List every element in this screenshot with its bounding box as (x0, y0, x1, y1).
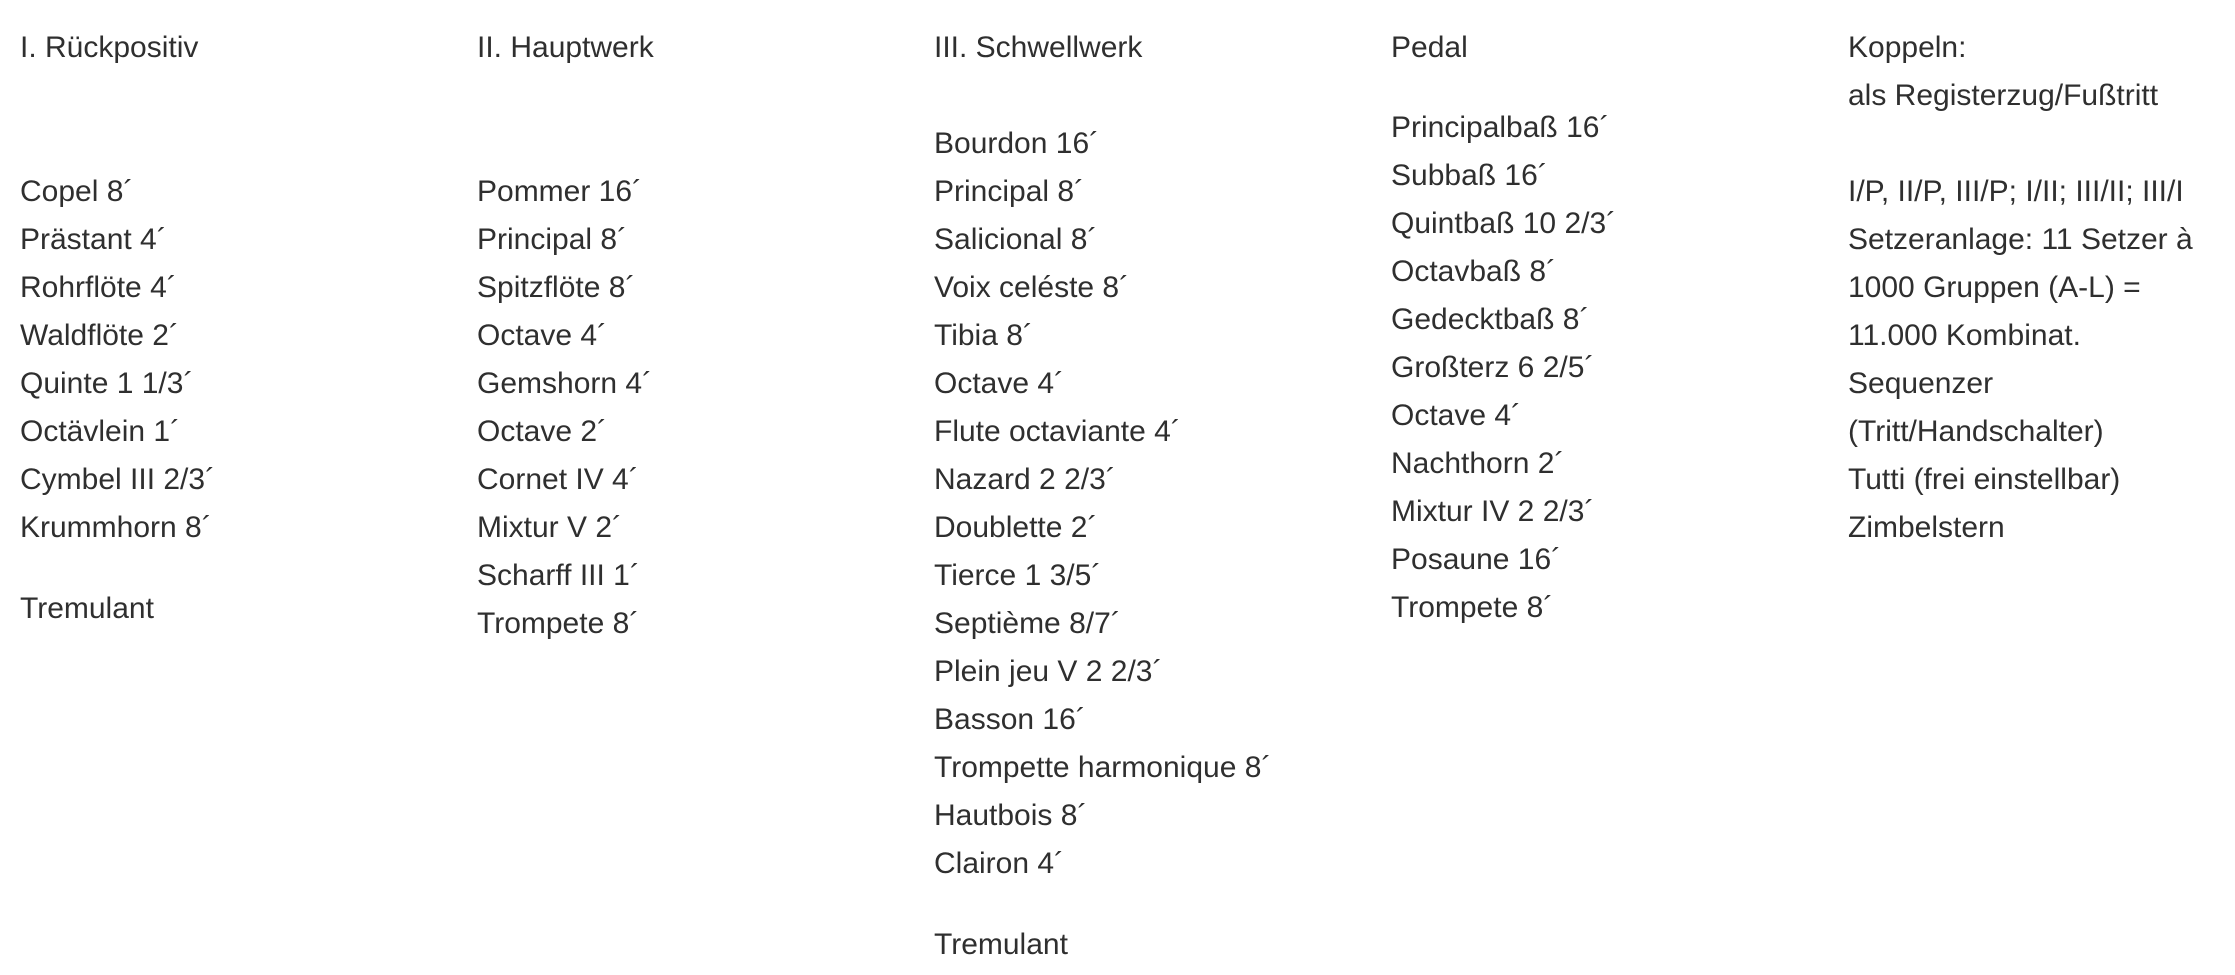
stop-item: Gedecktbaß 8´ (1391, 303, 1590, 336)
stop-item: Nazard 2 2/3´ (934, 463, 1116, 496)
stop-item: Scharff III 1´ (477, 559, 640, 592)
stop-item: Tierce 1 3/5´ (934, 559, 1102, 592)
column-rueckpositiv (20, 24, 215, 633)
stop-item: Clairon 4´ (934, 847, 1065, 880)
stop-item: Pommer 16´ (477, 175, 643, 208)
stop-item: Gemshorn 4´ (477, 367, 653, 400)
stop-item: Octävlein 1´ (20, 415, 181, 448)
stop-item: Prästant 4´ (20, 223, 167, 256)
koppeln-spacer (1848, 120, 2228, 168)
pedal-heading: Pedal (1391, 31, 1468, 64)
stop-item: Cymbel III 2/3´ (20, 463, 216, 496)
rueckpositiv-heading: I. Rückpositiv (20, 31, 199, 64)
rueckpositiv-tremulant: Tremulant (20, 592, 154, 625)
schwellwerk-heading: III. Schwellwerk (934, 31, 1143, 64)
stop-item: Nachthorn 2´ (1391, 447, 1565, 480)
rueckpositiv-stop-list (20, 168, 215, 552)
stop-item: Subbaß 16´ (1391, 159, 1548, 192)
stop-item: Tibia 8´ (934, 319, 1033, 352)
stop-item: Bourdon 16´ (934, 127, 1100, 160)
stop-item: Principalbaß 16´ (1391, 111, 1610, 144)
zimbelstern-info: Zimbelstern (1848, 511, 2005, 544)
stop-item: Mixtur IV 2 2/3´ (1391, 495, 1595, 528)
stop-item: Quinte 1 1/3´ (20, 367, 194, 400)
tutti-info: Tutti (frei einstellbar) (1848, 463, 2121, 496)
stop-item: Doublette 2´ (934, 511, 1098, 544)
stop-item: Salicional 8´ (934, 223, 1098, 256)
stop-item: Mixtur V 2´ (477, 511, 623, 544)
koppeln-subtitle: als Registerzug/Fußtritt (1848, 79, 2159, 112)
stop-item: Trompete 8´ (1391, 591, 1554, 624)
column-schwellwerk (934, 24, 1271, 969)
stop-item: Plein jeu V 2 2/3´ (934, 655, 1163, 688)
stop-item: Trompette harmonique 8´ (934, 751, 1272, 784)
column-hauptwerk (477, 24, 654, 648)
stop-item: Krummhorn 8´ (20, 511, 212, 544)
stop-item: Posaune 16´ (1391, 543, 1562, 576)
stop-item: Großterz 6 2/5´ (1391, 351, 1595, 384)
stop-item: Cornet IV 4´ (477, 463, 639, 496)
stop-item: Copel 8´ (20, 175, 134, 208)
stop-item: Basson 16´ (934, 703, 1086, 736)
schwellwerk-tremulant: Tremulant (934, 928, 1068, 961)
hauptwerk-stop-list (477, 168, 654, 648)
koppeln-heading: Koppeln: (1848, 31, 1967, 64)
sequenzer-info: Sequenzer (Tritt/Handschalter) (1848, 367, 2104, 448)
stop-item: Waldflöte 2´ (20, 319, 179, 352)
stop-item: Septième 8/7´ (934, 607, 1121, 640)
stop-item: Octavbaß 8´ (1391, 255, 1557, 288)
stop-item: Principal 8´ (934, 175, 1085, 208)
hauptwerk-heading: II. Hauptwerk (477, 31, 654, 64)
stop-item: Voix celéste 8´ (934, 271, 1130, 304)
pedal-stop-list (1391, 104, 1616, 632)
stop-item: Rohrflöte 4´ (20, 271, 177, 304)
stop-item: Octave 2´ (477, 415, 608, 448)
schwellwerk-stop-list (934, 120, 1271, 888)
stop-item: Spitzflöte 8´ (477, 271, 636, 304)
stop-item: Principal 8´ (477, 223, 628, 256)
column-pedal (1391, 24, 1616, 632)
column-koppeln (1848, 24, 2228, 552)
stop-item: Octave 4´ (477, 319, 608, 352)
stop-item: Trompete 8´ (477, 607, 640, 640)
stop-item: Hautbois 8´ (934, 799, 1088, 832)
setzer-info: Setzeranlage: 11 Setzer à 1000 Gruppen (A-L) = 11.000 Kombinat. (1848, 223, 2193, 352)
coupler-list: I/P, II/P, III/P; I/II; III/II; III/I (1848, 175, 2184, 208)
stop-item: Octave 4´ (1391, 399, 1522, 432)
stop-item: Quintbaß 10 2/3´ (1391, 207, 1617, 240)
stop-item: Flute octaviante 4´ (934, 415, 1181, 448)
stop-item: Octave 4´ (934, 367, 1065, 400)
